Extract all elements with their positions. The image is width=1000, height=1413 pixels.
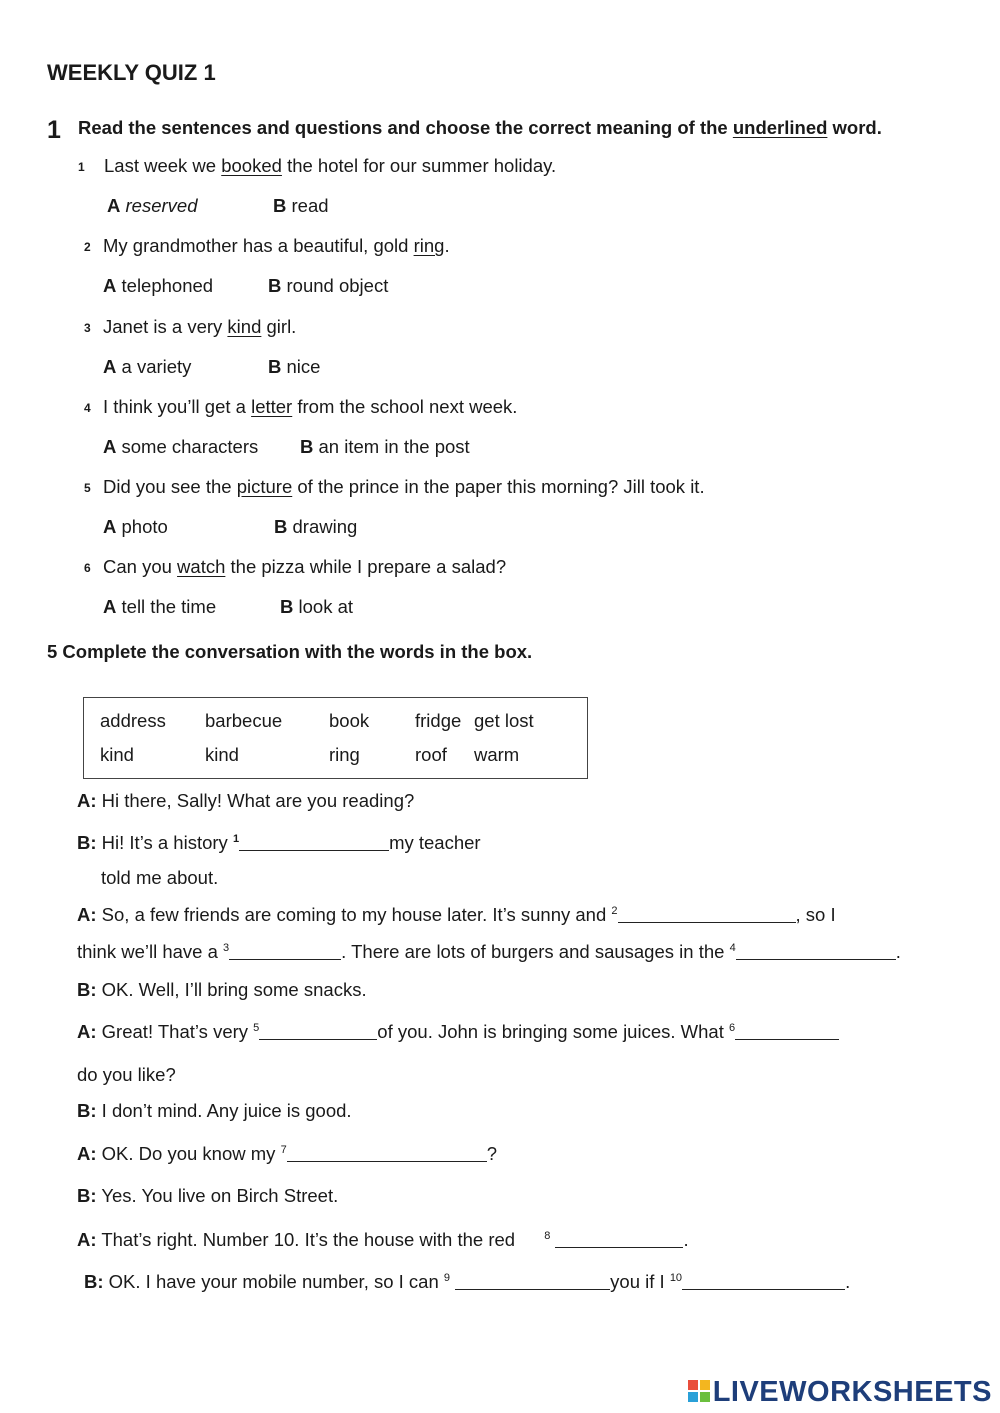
q5-option-b[interactable]: B drawing (274, 516, 358, 537)
dialogue-line: A: So, a few friends are coming to my house later. It’s sunny and $^2$ , so I (77, 904, 836, 925)
page-title: WEEKLY QUIZ 1 (47, 60, 216, 85)
word-box (83, 697, 588, 779)
word-box-word: fridge (415, 710, 462, 731)
blank-3[interactable] (229, 941, 341, 960)
question-2: 2 My grandmother has a beautiful, gold ring. (84, 235, 450, 256)
question-5: 5 Did you see the picture of the prince in the paper this morning? Jill took it. (84, 476, 705, 497)
dialogue-line: B: Yes. You live on Birch Street. (77, 1185, 339, 1206)
word-box-word: book (329, 710, 370, 731)
liveworksheets-logo: LIVEWORKSHEETS (687, 1376, 992, 1409)
q6-option-a[interactable]: A tell the time (103, 596, 217, 617)
q6-option-b[interactable]: B look at (280, 596, 354, 617)
q1-option-b[interactable]: B read (273, 195, 329, 216)
section-instruction: Read the sentences and questions and choose the correct meaning of the underlined word. (78, 117, 882, 138)
question-6: 6 Can you watch the pizza while I prepare a salad? (84, 556, 507, 577)
blank-2[interactable] (618, 904, 796, 923)
q2-option-a[interactable]: A telephoned (103, 275, 214, 296)
word-box-word: get lost (474, 710, 534, 731)
section-number: 1 (47, 116, 61, 144)
q1-option-a[interactable]: A reserved (107, 195, 198, 216)
question-4: 4 I think you’ll get a letter from the school next week. (84, 396, 518, 417)
blank-5[interactable] (259, 1021, 377, 1040)
word-box-word: roof (415, 744, 447, 765)
dialogue-line: A: OK. Do you know my $^7$ ? (77, 1143, 497, 1164)
q4-option-b[interactable]: B an item in the post (300, 436, 470, 457)
q3-option-b[interactable]: B nice (268, 356, 321, 377)
dialogue-line: think we’ll have a $^3$ . There are lots of burgers and sausages in the $^4$ . (77, 941, 901, 962)
word-box-word: kind (205, 744, 239, 765)
liveworksheets-logo-icon (687, 1379, 711, 1403)
q2-option-b[interactable]: B round object (268, 275, 389, 296)
question-3: 3 Janet is a very kind girl. (84, 316, 297, 337)
blank-6[interactable] (735, 1021, 839, 1040)
word-box-word: kind (100, 744, 134, 765)
word-box-word: address (100, 710, 166, 731)
question-1: 1 Last week we booked the hotel for our summer holiday. (78, 155, 557, 176)
dialogue-line: B: I don’t mind. Any juice is good. (77, 1100, 352, 1121)
q4-option-a[interactable]: A some characters (103, 436, 259, 457)
blank-9[interactable] (455, 1271, 610, 1290)
dialogue-line: told me about. (101, 867, 219, 888)
word-box-word: ring (329, 744, 360, 765)
blank-1[interactable] (239, 832, 389, 851)
word-box-word: barbecue (205, 710, 283, 731)
dialogue-line: A: Hi there, Sally! What are you reading? (77, 790, 415, 811)
q5-option-a[interactable]: A photo (103, 516, 168, 537)
section-5-instruction: 5 Complete the conversation with the words in the box. (47, 641, 533, 662)
dialogue-line: B: OK. Well, I’ll bring some snacks. (77, 979, 367, 1000)
dialogue-line: A: Great! That’s very $^5$ of you. John is bringing some juices. What $^6$ (77, 1021, 839, 1043)
blank-10[interactable] (682, 1271, 845, 1290)
blank-8[interactable] (555, 1229, 683, 1248)
blank-4[interactable] (736, 941, 896, 960)
q3-option-a[interactable]: A a variety (103, 356, 192, 377)
dialogue-line: B: OK. I have your mobile number, so I can $^9$ you if I $^{10}$ . (84, 1271, 851, 1292)
dialogue-line: B: Hi! It’s a history $^1$ my teacher (77, 832, 481, 853)
dialogue-line: do you like? (77, 1064, 176, 1085)
dialogue-line: A: That’s right. Number 10. It’s the house with the red $^8$ . (77, 1229, 689, 1250)
word-box-word: warm (474, 744, 520, 765)
blank-7[interactable] (287, 1143, 487, 1162)
